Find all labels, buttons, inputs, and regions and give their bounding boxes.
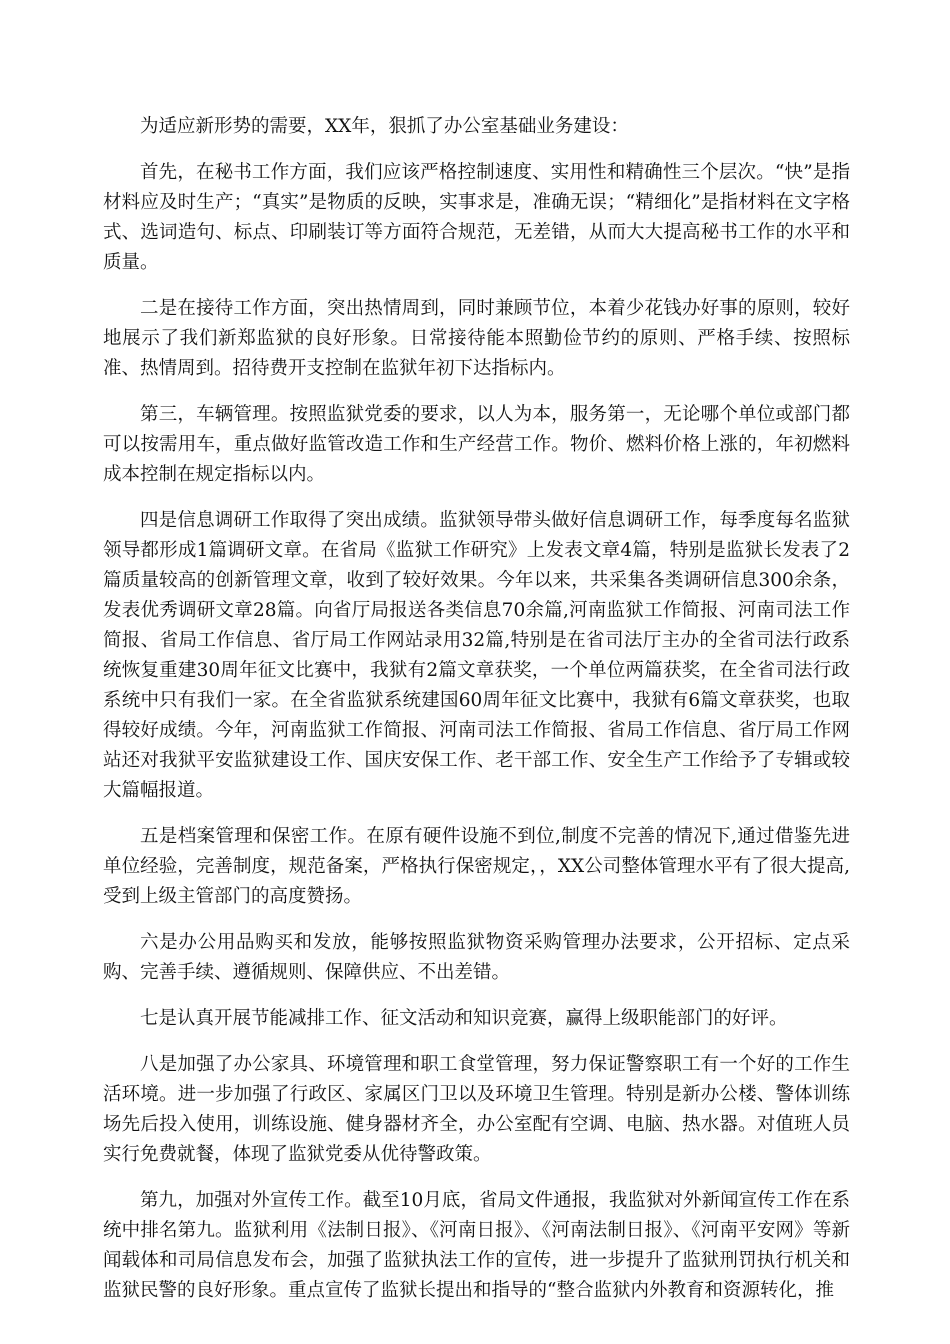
paragraph-secretarial-work: 首先，在秘书工作方面，我们应该严格控制速度、实用性和精确性三个层次。“快”是指材料应及时生产；“真实”是物质的反映，实事求是，准确无误；“精细化”是指材料在文字格式、选词造句、标点、印刷装订等方面符合规范，无差错，从而大大提高秘书工作的水平和质量。 — [103, 162, 850, 273]
paragraph-intro: 为适应新形势的需要，XX年，狠抓了办公室基础业务建设： — [140, 116, 629, 137]
paragraph-information-research: 四是信息调研工作取得了突出成绩。监狱领导带头做好信息调研工作，每季度每名监狱领导都形成1篇调研文章。在省局《监狱工作研究》上发表文章4篇，特别是监狱长发表了2篇质量较高的创新管理文章，收到了较好效果。今年以来，共采集各类调研信息300余条，发表优秀调研文章28篇。向省厅局报送各类信息70余篇,河南监狱工作简报、河南司法工作简报、省局工作信息、省厅局工作网站录用32篇,特别是在省司法厅主办的全省司法行政系统恢复重建30周年征文比赛中，我狱有2篇文章获奖，一个单位两篇获奖，在全省司法行政系统中只有我们一家。在全省监狱系统建国60周年征文比赛中，我狱有6篇文章获奖，也取得较好成绩。今年，河南监狱工作简报、河南司法工作简报、省局工作信息、省厅局工作网站还对我狱平安监狱建设工作、国庆安保工作、老干部工作、安全生产工作给予了专辑或较大篇幅报道。 — [103, 510, 850, 801]
paragraph-energy-saving: 七是认真开展节能减排工作、征文活动和知识竞赛，赢得上级职能部门的好评。 — [140, 1008, 788, 1029]
paragraph-vehicle-management: 第三，车辆管理。按照监狱党委的要求，以人为本，服务第一，无论哪个单位或部门都可以按需用车，重点做好监管改造工作和生产经营工作。物价、燃料价格上涨的，年初燃料成本控制在规定指标以内。 — [103, 404, 850, 485]
paragraph-reception-work: 二是在接待工作方面，突出热情周到，同时兼顾节位，本着少花钱办好事的原则，较好地展示了我们新郑监狱的良好形象。日常接待能本照勤俭节约的原则、严格手续、按照标准、热情周到。招待费开支控制在监狱年初下达指标内。 — [103, 298, 850, 379]
paragraph-archives-confidentiality: 五是档案管理和保密工作。在原有硬件设施不到位,制度不完善的情况下,通过借鉴先进单位经验，完善制度，规范备案，严格执行保密规定，，XX公司整体管理水平有了很大提高,受到上级主管部门的高度赞扬。 — [103, 826, 850, 907]
document-body — [103, 112, 850, 1306]
paragraph-office-supplies: 六是办公用品购买和发放，能够按照监狱物资采购管理办法要求，公开招标、定点采购、完善手续、遵循规则、保障供应、不出差错。 — [103, 932, 850, 983]
paragraph-environment-management: 八是加强了办公家具、环境管理和职工食堂管理，努力保证警察职工有一个好的工作生活环境。进一步加强了行政区、家属区门卫以及环境卫生管理。特别是新办公楼、警体训练场先后投入使用，训练设施、健身器材齐全，办公室配有空调、电脑、热水器。对值班人员实行免费就餐，体现了监狱党委从优待警政策。 — [103, 1054, 850, 1165]
paragraph-publicity-work: 第九，加强对外宣传工作。截至10月底，省局文件通报，我监狱对外新闻宣传工作在系统中排名第九。监狱利用《法制日报》、《河南日报》、《河南法制日报》、《河南平安网》等新闻载体和司局信息发布会，加强了监狱执法工作的宣传，进一步提升了监狱刑罚执行机关和监狱民警的良好形象。重点宣传了监狱长提出和指导的“整合监狱内外教育和资源转化，推 — [103, 1190, 850, 1301]
